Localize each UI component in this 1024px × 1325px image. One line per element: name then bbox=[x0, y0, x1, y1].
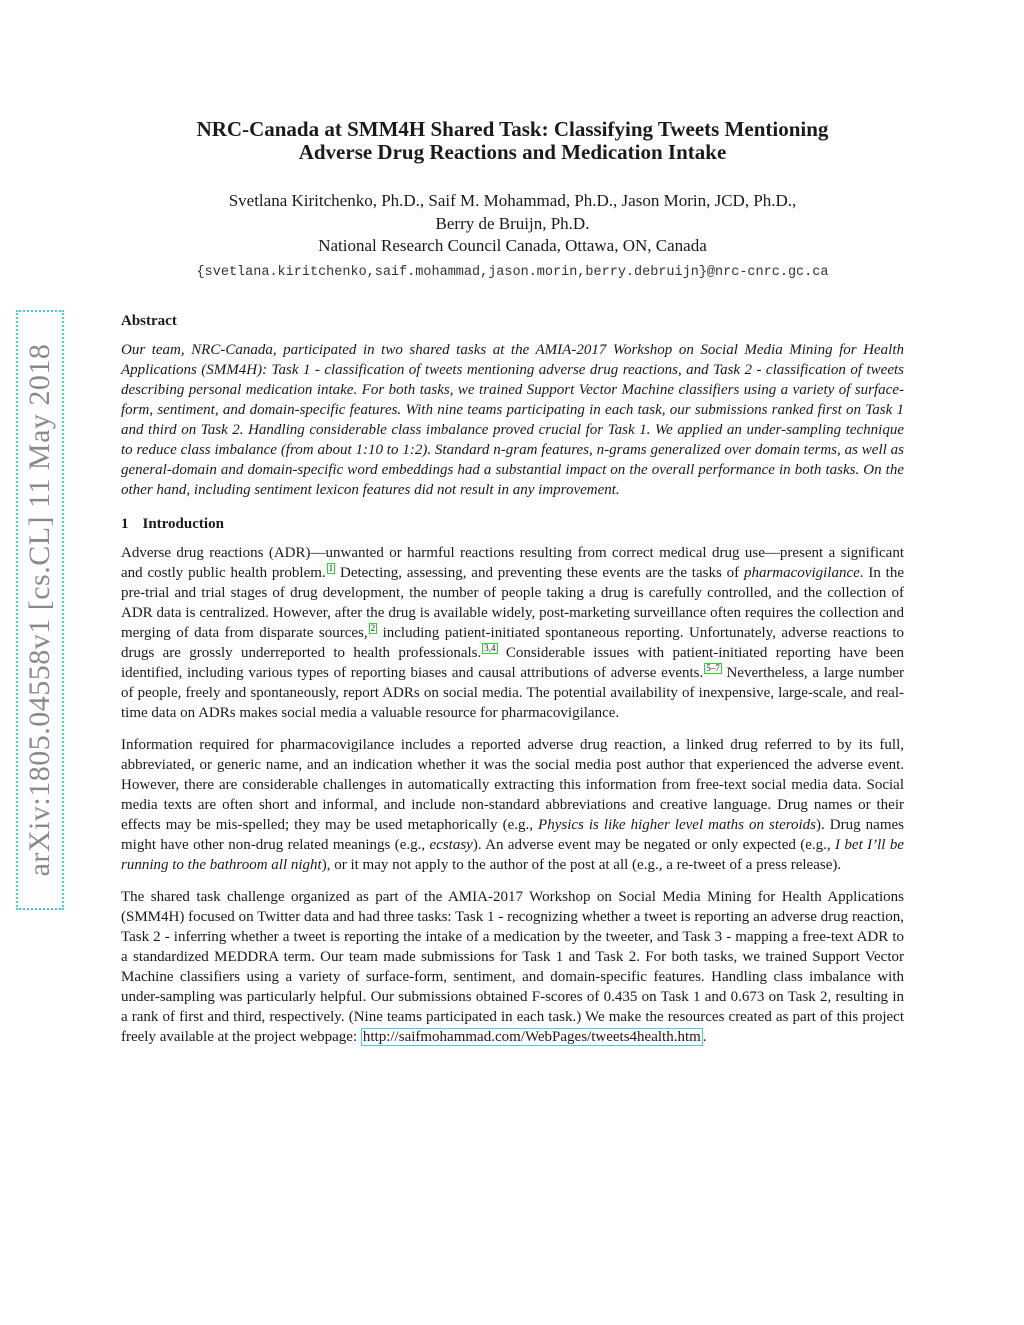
arxiv-identifier-text: arXiv:1805.04558v1 [cs.CL] 11 May 2018 bbox=[23, 343, 56, 877]
paper-title bbox=[121, 118, 904, 164]
affiliation: National Research Council Canada, Ottawa, ON, Canada bbox=[318, 236, 707, 255]
intro-paragraph-2 bbox=[121, 735, 904, 875]
text-run: . In the pre-trial and trial stages of drug development, the number of people taking a drug is carefully controlled, and the collection of ADR data is centralized. However, after the drug is available widely, post-marketing surveillance often requires the collection and merging of data from disparate sources, bbox=[121, 564, 905, 641]
section-number: 1 bbox=[121, 515, 129, 532]
abstract-heading: Abstract bbox=[121, 312, 177, 329]
authors-line-1: Svetlana Kiritchenko, Ph.D., Saif M. Mohammad, Ph.D., Jason Morin, JCD, Ph.D., bbox=[228, 191, 797, 210]
authors-line-2: Berry de Bruijn, Ph.D. bbox=[435, 213, 590, 233]
text-run: ). An adverse event may be negated or only expected (e.g., bbox=[472, 836, 836, 853]
emphasis-text: Physics is like higher level maths on steroids bbox=[538, 816, 817, 833]
author-emails: {svetlana.kiritchenko,saif.mohammad,jason.morin,berry.debruijn}@nrc-cnrc.gc.ca bbox=[196, 264, 829, 280]
text-run: Adverse drug reactions (ADR)—unwanted or harmful reactions resulting from correct medical drug use—present a significant and costly public health problem. bbox=[121, 544, 904, 581]
text-run: ), or it may not apply to the author of the post at all (e.g., a re-tweet of a press release). bbox=[321, 856, 842, 873]
citation-link[interactable]: 2 bbox=[370, 622, 376, 633]
abstract-text bbox=[121, 340, 904, 500]
section-heading-introduction bbox=[121, 516, 904, 533]
text-run: including patient-initiated spontaneous reporting. Unfortunately, adverse reactions to drugs are grossly underreported to health professionals. bbox=[121, 624, 904, 661]
citation-link[interactable]: 3,4 bbox=[484, 642, 496, 653]
text-run: Information required for pharmacovigilance includes a reported adverse drug reaction, a linked drug referred to by its full, abbreviated, or generic name, and an indication whether it was the social media post author that experienced the adverse event. However, there are considerable challenges in automatically extracting this information from free-text social media data. Social media texts are often short and informal, and include non-standard abbreviations and creative language. Drug names or their effects may be mis-spelled; they may be used metaphorically (e.g., bbox=[121, 736, 904, 833]
author-block bbox=[121, 190, 904, 258]
section-title: Introduction bbox=[142, 515, 224, 532]
citation-link[interactable]: 1 bbox=[328, 562, 334, 573]
abstract-part-1: Our team, NRC-Canada, participated in two shared tasks at the AMIA-2017 Workshop on Social Media Mining for Health Applications (SMM4H): Task 1 - classification of tweets mentioning adverse drug reactions, and Task 2 - classification of tweets describing personal medication intake. For both tasks, we trained Support Vector Machine classifiers using a variety of surface-form, sentiment, and domain-specific features. With nine teams participating in each task, our submissions ranked first on Task 1 and third on Task 2. Handling considerable class imbalance proved crucial for Task 1. We applied an under-sampling technique to reduce class imbalance (from about 1:10 to 1:2). Standard bbox=[121, 341, 904, 458]
emphasis-text: I bet I’ll be running to the bathroom all night bbox=[121, 836, 904, 873]
text-run: Considerable issues with patient-initiated reporting have been identified, including various types of reporting biases and causal attributions of adverse events. bbox=[121, 644, 905, 681]
abstract-math-n-1: n bbox=[493, 441, 501, 458]
emphasis-text: ecstasy bbox=[429, 836, 473, 853]
text-run: . bbox=[702, 1028, 707, 1045]
title-line-1: NRC-Canada at SMM4H Shared Task: Classifying Tweets Mentioning bbox=[196, 117, 829, 141]
project-webpage-link[interactable]: http://saifmohammad.com/WebPages/tweets4health.htm bbox=[362, 1028, 701, 1045]
arxiv-identifier-sidebar[interactable] bbox=[16, 310, 64, 910]
text-run: The shared task challenge organized as part of the AMIA-2017 Workshop on Social Media Mining for Health Applications (SMM4H) focused on Twitter data and had three tasks: Task 1 - recognizing whether a tweet is reporting an adverse drug reaction, Task 2 - inferring whether a tweet is reporting the intake of a medication by the tweeter, and Task 3 - mapping a free-text ADR to a standardized MEDDRA term. Our team made submissions for Task 1 and Task 2. For both tasks, we trained Support Vector Machine classifiers using a variety of surface-form, sentiment, and domain-specific features. Handling class imbalance with under-sampling was particularly helpful. Our submissions obtained F-scores of 0.435 on Task 1 and 0.673 on Task 2, resulting in a rank of first and third, respectively. (Nine teams participated in each task.) We make the resources created as part of this project freely available at the project webpage: bbox=[121, 888, 904, 1045]
text-run: ). Drug names might have other non-drug related meanings (e.g., bbox=[121, 816, 904, 853]
abstract-part-2: -gram features, bbox=[500, 441, 597, 458]
abstract-math-n-2: n bbox=[596, 441, 605, 458]
intro-paragraph-1 bbox=[121, 543, 904, 723]
citation-link[interactable]: 5–7 bbox=[706, 662, 720, 673]
abstract-part-3: -grams generalized over domain terms, as well as general-domain and domain-specific word embeddings had a substantial impact on the overall performance in both tasks. On the other hand, including sentiment lexicon features did not result in any improvement. bbox=[121, 441, 904, 498]
paper-content bbox=[121, 118, 904, 1047]
emphasis-text: pharmacovigilance bbox=[743, 564, 860, 581]
text-run: Nevertheless, a large number of people, freely and spontaneously, report ADRs on social media. The potential availability of inexpensive, large-scale, and real-time data on ADRs makes social media a valuable resource for pharmacovigilance. bbox=[121, 664, 905, 721]
title-line-2: Adverse Drug Reactions and Medication Intake bbox=[298, 140, 727, 164]
text-run: Detecting, assessing, and preventing these events are the tasks of bbox=[335, 564, 744, 581]
intro-paragraph-3 bbox=[121, 887, 904, 1047]
